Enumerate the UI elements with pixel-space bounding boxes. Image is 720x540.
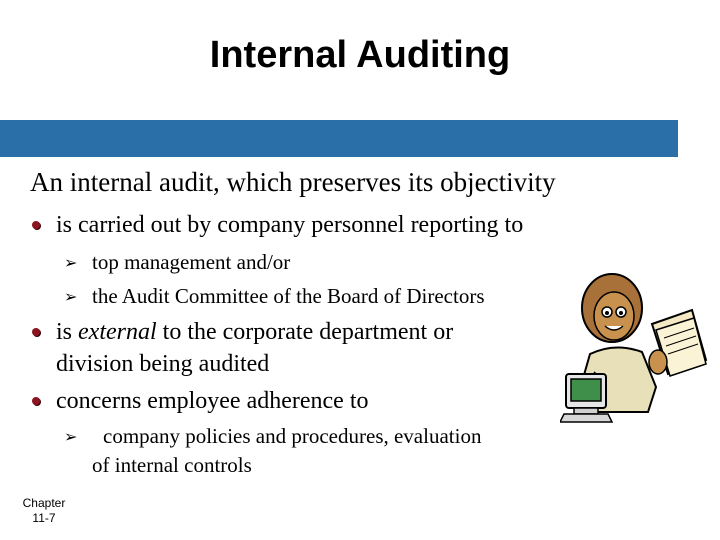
bullet-text: concerns employee adherence to	[56, 388, 369, 414]
bullet-text-line2: division being audited	[56, 351, 270, 377]
arrow-bullet-icon: ➢	[64, 287, 78, 306]
sub-bullet-item	[64, 248, 291, 277]
person-with-computer-icon	[560, 262, 710, 432]
bullet-item	[56, 209, 523, 241]
bullet-text-pre: is	[56, 319, 79, 345]
bullet-item	[56, 316, 453, 380]
sub-bullet-item	[64, 422, 482, 480]
lead-text: An internal audit, which preserves its objectivity	[30, 167, 556, 197]
computer-icon	[560, 374, 612, 422]
bullet-icon	[32, 221, 40, 229]
arrow-bullet-icon: ➢	[64, 253, 78, 272]
footer-line1: Chapter	[22, 496, 66, 510]
bullet-icon	[32, 397, 40, 405]
bullet-text: is carried out by company personnel reporting to	[56, 212, 524, 238]
sub-bullet-text: company policies and procedures, evaluation	[103, 424, 482, 448]
arrow-bullet-icon: ➢	[64, 427, 78, 446]
sub-bullet-text: top management and/or	[92, 250, 291, 274]
sub-bullet-text: the Audit Committee of the Board of Directors	[92, 284, 485, 308]
bullet-icon	[32, 328, 40, 336]
slide-title: Internal Auditing	[209, 34, 511, 76]
chapter-footer	[17, 496, 71, 526]
footer-line2: 11-7	[32, 511, 56, 525]
title-band	[0, 120, 678, 157]
sub-bullet-text-line2: of internal controls	[92, 453, 252, 477]
bullet-text-post: to the corporate department or	[156, 319, 454, 345]
sub-bullet-item	[64, 282, 485, 311]
bullet-item	[56, 385, 369, 417]
bullet-text-emphasis: external	[78, 319, 157, 345]
